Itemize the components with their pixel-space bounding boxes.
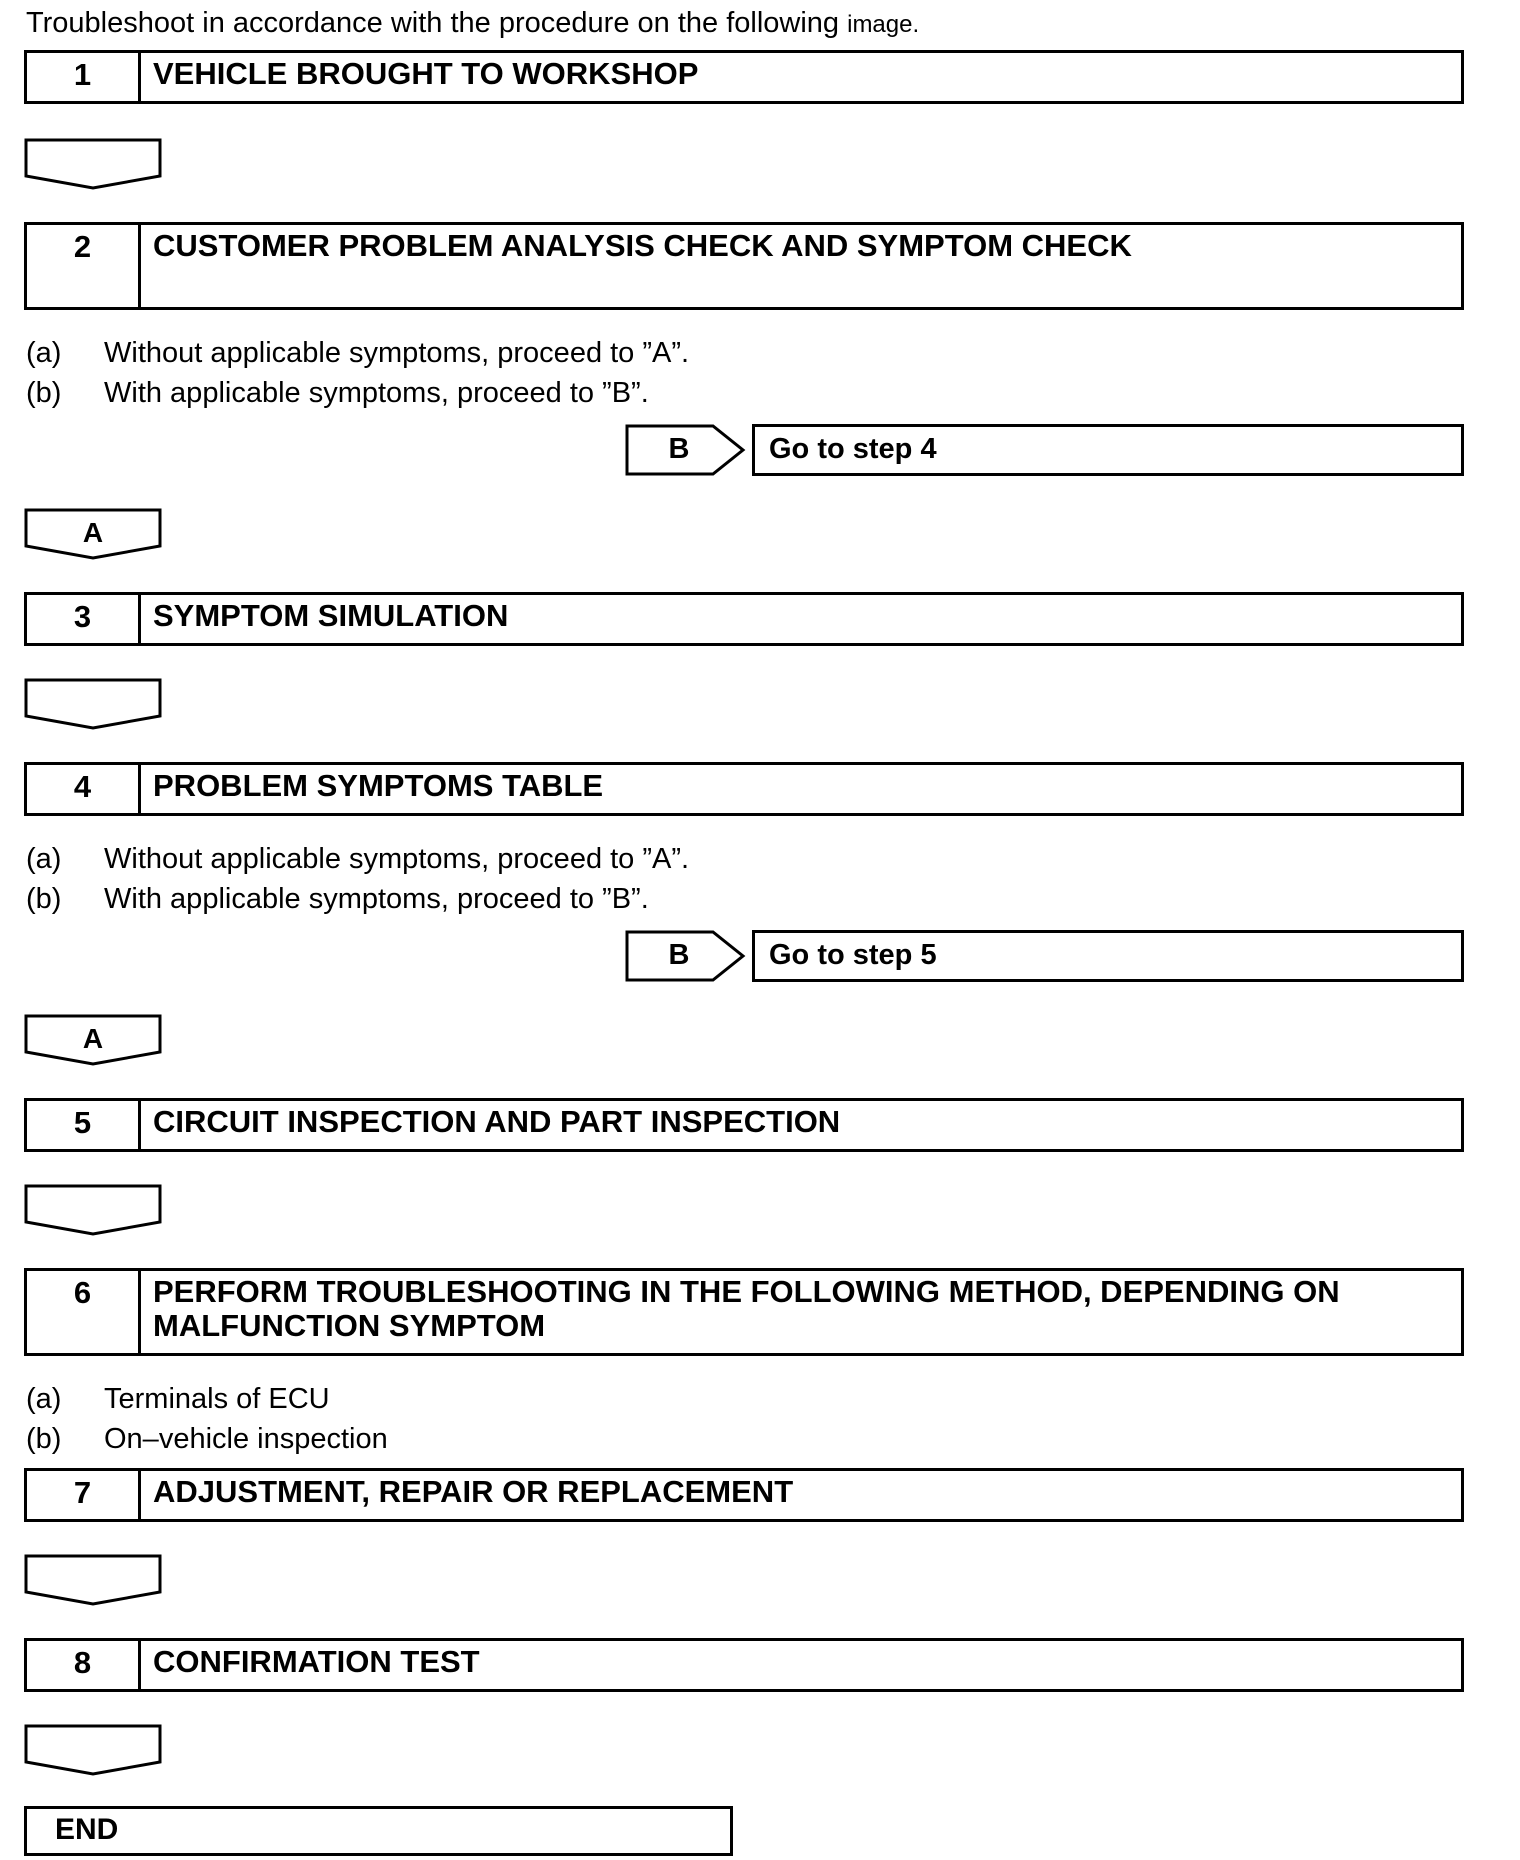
step-title: SYMPTOM SIMULATION (153, 598, 509, 633)
intro-text: Troubleshoot in accordance with the procedure on the following image. (26, 7, 920, 39)
step-number: 5 (27, 1101, 141, 1149)
step-title: PROBLEM SYMPTOMS TABLE (153, 768, 604, 803)
end-box: END (24, 1806, 733, 1856)
step-title: PERFORM TROUBLESHOOTING IN THE FOLLOWING METHOD, DEPENDING ON MALFUNCTION SYMPTOM (153, 1274, 1340, 1343)
step-3-box (24, 592, 1464, 646)
flow-down-arrow-icon (24, 138, 162, 190)
list-item: (b) With applicable symptoms, proceed to ”B”. (26, 883, 649, 915)
step-number: 1 (27, 53, 141, 101)
step-number: 4 (27, 765, 141, 813)
flow-down-arrow-icon (24, 1724, 162, 1776)
arrow-label: A (82, 1023, 104, 1054)
step-title: VEHICLE BROUGHT TO WORKSHOP (153, 56, 699, 91)
step-4-box (24, 762, 1464, 816)
step-8-box (24, 1638, 1464, 1692)
step-title: ADJUSTMENT, REPAIR OR REPLACEMENT (153, 1474, 794, 1509)
step-title: CUSTOMER PROBLEM ANALYSIS CHECK AND SYMPTOM CHECK (153, 228, 1132, 263)
step-1-box (24, 50, 1464, 104)
list-item: (b) On–vehicle inspection (26, 1423, 388, 1455)
branch-label: B (668, 939, 690, 971)
step-number: 2 (27, 225, 141, 307)
step-number: 6 (27, 1271, 141, 1353)
list-item: (b) With applicable symptoms, proceed to ”B”. (26, 377, 649, 409)
step-number: 8 (27, 1641, 141, 1689)
flow-down-arrow-icon (24, 678, 162, 730)
branch-label: B (668, 433, 690, 465)
flow-down-arrow-icon (24, 1184, 162, 1236)
branch-target-box: Go to step 5 (752, 930, 1464, 982)
step-6-box (24, 1268, 1464, 1356)
step-number: 3 (27, 595, 141, 643)
list-item: (a) Without applicable symptoms, proceed to ”A”. (26, 843, 690, 875)
arrow-label: A (82, 517, 104, 548)
list-item: (a) Terminals of ECU (26, 1383, 330, 1415)
step-7-box (24, 1468, 1464, 1522)
step-5-box (24, 1098, 1464, 1152)
step-title: CIRCUIT INSPECTION AND PART INSPECTION (153, 1104, 841, 1139)
flow-down-arrow-icon (24, 1554, 162, 1606)
step-number: 7 (27, 1471, 141, 1519)
branch-target-box: Go to step 4 (752, 424, 1464, 476)
step-2-box (24, 222, 1464, 310)
list-item: (a) Without applicable symptoms, proceed to ”A”. (26, 337, 690, 369)
step-title: CONFIRMATION TEST (153, 1644, 480, 1679)
